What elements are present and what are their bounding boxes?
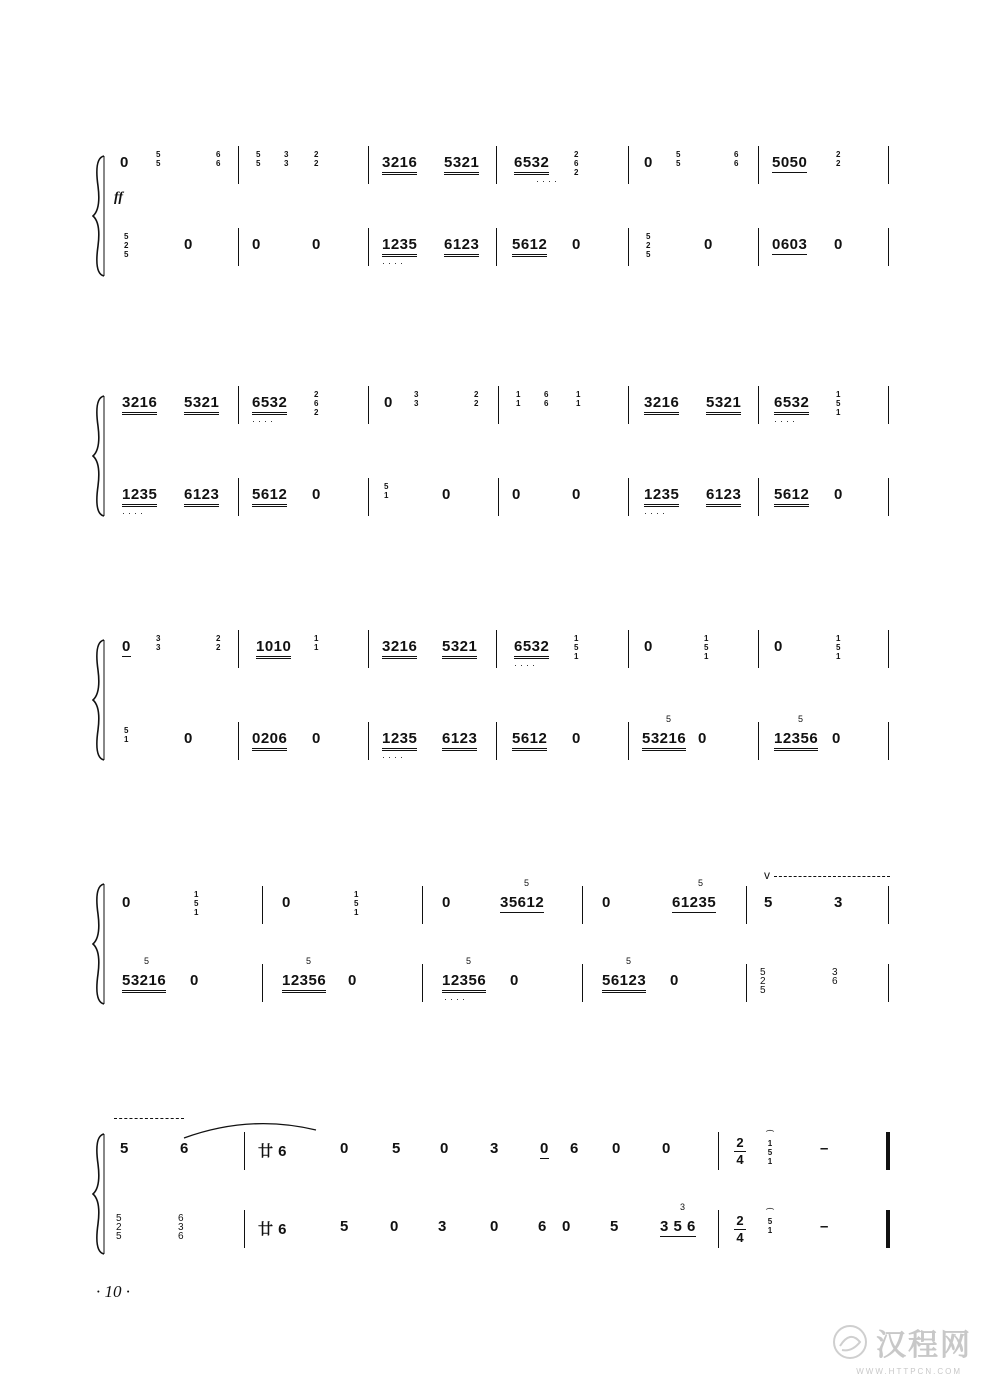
barline bbox=[628, 228, 629, 266]
barline bbox=[888, 386, 889, 424]
barline bbox=[238, 146, 239, 184]
barline bbox=[368, 146, 369, 184]
barline bbox=[262, 964, 263, 1002]
barline bbox=[746, 886, 747, 924]
note: 0 bbox=[184, 730, 193, 747]
note-group: 12356 bbox=[774, 730, 818, 751]
arpeggio-chord: 5 2 5 bbox=[760, 967, 766, 996]
note-group: 3216 bbox=[382, 638, 417, 659]
barline bbox=[718, 1132, 719, 1170]
note-group: 56123 bbox=[602, 972, 646, 993]
note: 0 bbox=[512, 486, 521, 503]
barline bbox=[888, 722, 889, 760]
time-sig-top: 2 bbox=[736, 1135, 744, 1150]
note-group: 6532 bbox=[514, 154, 549, 175]
note: 5 bbox=[764, 894, 773, 911]
dynamic-marking: ff bbox=[114, 190, 124, 205]
note-group: 3216 bbox=[644, 394, 679, 415]
barline bbox=[582, 886, 583, 924]
octave-dots: ···· bbox=[382, 258, 406, 268]
barline bbox=[238, 386, 239, 424]
note: 0 bbox=[612, 1140, 621, 1157]
note-group: 1235 bbox=[644, 486, 679, 507]
barline bbox=[368, 630, 369, 668]
barline bbox=[368, 478, 369, 516]
tuplet-mark: 5 bbox=[144, 956, 150, 966]
note: 3 bbox=[834, 894, 843, 911]
note: 0 bbox=[252, 236, 261, 253]
note-group: 6123 bbox=[184, 486, 219, 507]
upper-staff bbox=[92, 878, 898, 930]
grace-note: 1 1 bbox=[516, 390, 521, 408]
note: 0 bbox=[698, 730, 707, 747]
note-group: 53216 bbox=[122, 972, 166, 993]
tuplet-mark: 5 bbox=[466, 956, 472, 966]
volta-line bbox=[774, 876, 890, 877]
barline bbox=[582, 964, 583, 1002]
barline bbox=[758, 386, 759, 424]
grace-note: 6 6 bbox=[734, 150, 739, 168]
grace-note: 5 5 bbox=[256, 150, 261, 168]
note-group: 1235 bbox=[382, 236, 417, 257]
barline bbox=[496, 228, 497, 266]
arpeggio-chord: 5 2 5 bbox=[116, 1213, 122, 1242]
upper-staff bbox=[92, 1132, 898, 1176]
octave-dots: ···· bbox=[252, 416, 276, 426]
note-group: 0206 bbox=[252, 730, 287, 751]
note: 0 bbox=[440, 1140, 449, 1157]
note: 廿 6 bbox=[258, 1143, 288, 1160]
note-group: 5321 bbox=[442, 638, 477, 659]
barline bbox=[244, 1210, 245, 1248]
tuplet-mark: 5 bbox=[626, 956, 632, 966]
lower-staff bbox=[92, 956, 898, 1008]
fermata-note: ⌒ 5 1 bbox=[766, 1208, 774, 1235]
note: 0 bbox=[644, 638, 653, 655]
final-barline bbox=[886, 1210, 890, 1248]
note-group: 53216 bbox=[642, 730, 686, 751]
chord-note: 5 1 bbox=[124, 726, 129, 744]
time-signature bbox=[734, 1214, 746, 1245]
note: 0 bbox=[572, 730, 581, 747]
note: 0 bbox=[662, 1140, 671, 1157]
note-group: 5612 bbox=[774, 486, 809, 507]
barline bbox=[238, 478, 239, 516]
note: 0 bbox=[384, 394, 393, 411]
octave-dots: ···· bbox=[382, 752, 406, 762]
barline bbox=[888, 146, 889, 184]
note: 廿 6 bbox=[258, 1221, 288, 1238]
note-group: 6532 bbox=[774, 394, 809, 415]
barline bbox=[888, 228, 889, 266]
lower-staff bbox=[92, 228, 898, 272]
note-group: 5321 bbox=[444, 154, 479, 175]
note: – bbox=[820, 1140, 829, 1157]
grace-note: 5 5 bbox=[676, 150, 681, 168]
page-number: · 10 · bbox=[96, 1282, 130, 1301]
note: 5 bbox=[340, 1218, 349, 1235]
octave-dots: ···· bbox=[122, 508, 146, 518]
note: 0 bbox=[670, 972, 679, 989]
note: 0 bbox=[644, 154, 653, 171]
note: 0 bbox=[190, 972, 199, 989]
tuplet-mark: 5 bbox=[698, 878, 704, 888]
tuplet-mark: 5 bbox=[798, 714, 804, 724]
grace-note: 2 2 bbox=[836, 150, 841, 168]
system-4 bbox=[92, 868, 898, 1014]
note-group: 3216 bbox=[122, 394, 157, 415]
barline bbox=[422, 886, 423, 924]
note-group: 5321 bbox=[184, 394, 219, 415]
note: 3 bbox=[438, 1218, 447, 1235]
chord-note: 5 2 5 bbox=[646, 232, 651, 259]
final-barline bbox=[886, 1132, 890, 1170]
upper-staff bbox=[92, 630, 898, 674]
barline bbox=[758, 630, 759, 668]
barline bbox=[422, 964, 423, 1002]
barline bbox=[238, 722, 239, 760]
note: 0 bbox=[490, 1218, 499, 1235]
note-group: 1235 bbox=[122, 486, 157, 507]
note: 0 bbox=[122, 894, 131, 911]
note: 0 bbox=[442, 486, 451, 503]
breath-mark: v bbox=[764, 868, 770, 882]
note: 0 bbox=[562, 1218, 571, 1235]
note-group: 5612 bbox=[512, 730, 547, 751]
note: 0 bbox=[340, 1140, 349, 1157]
barline bbox=[628, 386, 629, 424]
chord-note: 5 2 5 bbox=[124, 232, 129, 259]
grace-note: 3 3 bbox=[284, 150, 289, 168]
note-group: 3 5 6 bbox=[660, 1218, 696, 1235]
note: 0 bbox=[834, 236, 843, 253]
barline bbox=[746, 964, 747, 1002]
upper-staff bbox=[92, 386, 898, 430]
lower-staff bbox=[92, 1202, 898, 1254]
note: 0 bbox=[572, 236, 581, 253]
barline bbox=[758, 146, 759, 184]
note: 0 bbox=[834, 486, 843, 503]
note: 0 bbox=[312, 486, 321, 503]
note-group: 12356 bbox=[282, 972, 326, 993]
arpeggio-chord: 6 3 6 bbox=[178, 1213, 184, 1242]
note: 5 bbox=[120, 1140, 129, 1157]
note: 0 bbox=[572, 486, 581, 503]
note: 0 bbox=[704, 236, 713, 253]
note-group: 3216 bbox=[382, 154, 417, 175]
barline bbox=[262, 886, 263, 924]
note-group: 35612 bbox=[500, 894, 545, 911]
note: 0 bbox=[120, 154, 129, 171]
time-sig-bottom: 4 bbox=[736, 1152, 744, 1167]
barline bbox=[628, 146, 629, 184]
watermark-url: WWW.HTTPCN.COM bbox=[856, 1367, 962, 1376]
arpeggio-chord: 3 6 bbox=[832, 967, 838, 987]
grace-note: 1 5 1 bbox=[574, 634, 579, 661]
note: 0 bbox=[774, 638, 783, 655]
grace-note: 2 6 2 bbox=[574, 150, 579, 177]
note: 6 bbox=[180, 1140, 189, 1157]
note-group: 1235 bbox=[382, 730, 417, 751]
note: 0 bbox=[348, 972, 357, 989]
note: 0 bbox=[390, 1218, 399, 1235]
note-group: 0603 bbox=[772, 236, 808, 253]
grace-note: 1 5 1 bbox=[704, 634, 709, 661]
barline bbox=[758, 478, 759, 516]
octave-dots: ···· bbox=[774, 416, 798, 426]
fermata-note: ⌒ 1 5 1 bbox=[766, 1130, 774, 1166]
note-group: 5612 bbox=[252, 486, 287, 507]
grace-note: 2 2 bbox=[216, 634, 221, 652]
barline bbox=[368, 386, 369, 424]
barline bbox=[628, 478, 629, 516]
note: 3 bbox=[490, 1140, 499, 1157]
barline bbox=[628, 630, 629, 668]
barline bbox=[496, 146, 497, 184]
barline bbox=[368, 228, 369, 266]
upper-staff bbox=[92, 146, 898, 190]
lower-staff bbox=[92, 714, 898, 766]
note: 0 bbox=[312, 236, 321, 253]
note: 0 bbox=[602, 894, 611, 911]
note: 0 bbox=[510, 972, 519, 989]
note: 0 bbox=[540, 1140, 549, 1157]
barline bbox=[888, 478, 889, 516]
octave-dots: ···· bbox=[444, 994, 468, 1004]
time-signature bbox=[734, 1136, 746, 1167]
octave-dots: ···· bbox=[514, 660, 538, 670]
note-group: 12356 bbox=[442, 972, 486, 993]
system-5 bbox=[92, 1118, 898, 1258]
note-group: 61235 bbox=[672, 894, 717, 911]
note-group: 5050 bbox=[772, 154, 808, 171]
watermark-logo-icon bbox=[830, 1322, 870, 1362]
grace-note: 1 1 bbox=[314, 634, 319, 652]
note: 0 bbox=[832, 730, 841, 747]
watermark-text: 汉程网 bbox=[876, 1329, 972, 1362]
system-1 bbox=[92, 146, 898, 286]
note: 0 bbox=[184, 236, 193, 253]
grace-note: 1 5 1 bbox=[194, 890, 199, 917]
barline bbox=[238, 228, 239, 266]
grace-note: 3 3 bbox=[414, 390, 419, 408]
tuplet-mark: 5 bbox=[524, 878, 530, 888]
barline bbox=[496, 722, 497, 760]
note: 0 bbox=[312, 730, 321, 747]
note-group: 6532 bbox=[252, 394, 287, 415]
grace-note: 1 5 1 bbox=[354, 890, 359, 917]
tuplet-mark: 5 bbox=[306, 956, 312, 966]
barline bbox=[368, 722, 369, 760]
volta-line bbox=[114, 1118, 184, 1119]
chord-note: 5 1 bbox=[384, 482, 389, 500]
note: 0 bbox=[442, 894, 451, 911]
grace-note: 1 5 1 bbox=[836, 390, 841, 417]
tuplet-mark: 5 bbox=[666, 714, 672, 724]
barline bbox=[498, 386, 499, 424]
barline bbox=[888, 630, 889, 668]
lower-staff bbox=[92, 478, 898, 522]
grace-note: 1 5 1 bbox=[836, 634, 841, 661]
note: 0 bbox=[122, 638, 131, 655]
grace-note: 2 2 bbox=[474, 390, 479, 408]
tuplet-mark: 3 bbox=[680, 1202, 686, 1212]
barline bbox=[628, 722, 629, 760]
note-group: 5612 bbox=[512, 236, 547, 257]
grace-note: 2 6 2 bbox=[314, 390, 319, 417]
grace-note: 3 3 bbox=[156, 634, 161, 652]
grace-note: 2 2 bbox=[314, 150, 319, 168]
barline bbox=[888, 964, 889, 1002]
system-3 bbox=[92, 630, 898, 770]
barline bbox=[496, 630, 497, 668]
barline bbox=[498, 478, 499, 516]
note-group: 6532 bbox=[514, 638, 549, 659]
note-group: 6123 bbox=[444, 236, 479, 257]
time-sig-top: 2 bbox=[736, 1213, 744, 1228]
barline bbox=[244, 1132, 245, 1170]
octave-dots: ···· bbox=[536, 176, 560, 186]
note: 5 bbox=[392, 1140, 401, 1157]
grace-note: 1 1 bbox=[576, 390, 581, 408]
note-group: 6123 bbox=[442, 730, 477, 751]
octave-dots: ···· bbox=[644, 508, 668, 518]
note: 6 bbox=[570, 1140, 579, 1157]
barline bbox=[758, 722, 759, 760]
note-group: 1010 bbox=[256, 638, 291, 659]
system-2 bbox=[92, 386, 898, 526]
grace-note: 6 6 bbox=[216, 150, 221, 168]
barline bbox=[888, 886, 889, 924]
barline bbox=[718, 1210, 719, 1248]
note: 5 bbox=[610, 1218, 619, 1235]
note: – bbox=[820, 1218, 829, 1235]
barline bbox=[758, 228, 759, 266]
watermark bbox=[830, 1320, 972, 1364]
time-sig-bottom: 4 bbox=[736, 1230, 744, 1245]
grace-note: 5 5 bbox=[156, 150, 161, 168]
note: 0 bbox=[282, 894, 291, 911]
note-group: 5321 bbox=[706, 394, 741, 415]
note: 6 bbox=[538, 1218, 547, 1235]
barline bbox=[238, 630, 239, 668]
note-group: 6123 bbox=[706, 486, 741, 507]
grace-note: 6 6 bbox=[544, 390, 549, 408]
